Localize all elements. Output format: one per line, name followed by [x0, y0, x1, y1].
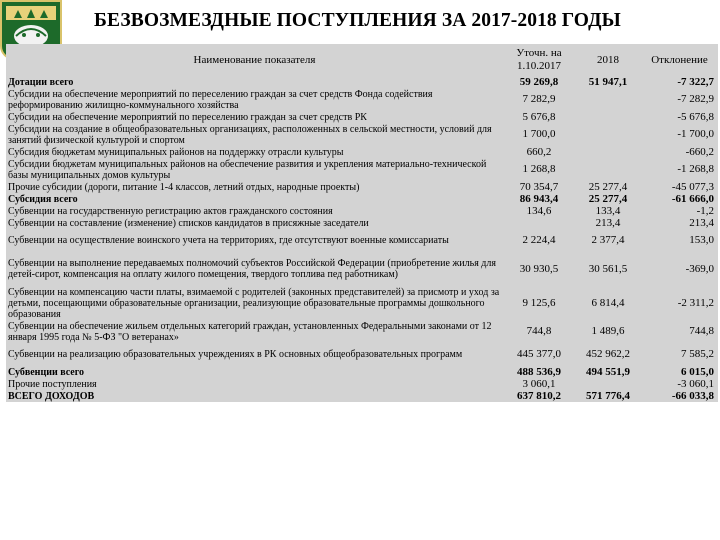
table-row: [6, 229, 718, 252]
row-diff-cell: -3 060,1: [677, 377, 714, 390]
row-name-cell: Субвенции на обеспечение жильем отдельных категорий граждан, установленных Федеральными законами от 12 января 1995 года № 5-ФЗ "О ветеранах»: [8, 320, 492, 343]
table-row: [6, 217, 718, 229]
row-plan-cell: 1 700,0: [522, 128, 556, 140]
table-row: [6, 205, 718, 217]
row-2018-cell: 2 377,4: [591, 234, 625, 246]
row-name-cell: Субсидии на создание в общеобразовательных организациях, расположенных в сельской местности, условий для занятий физической культурой и спортом: [8, 123, 492, 146]
row-plan-cell: 3 060,1: [522, 377, 556, 390]
row-2018-cell: 25 277,4: [588, 180, 628, 193]
row-2018-cell: [575, 158, 641, 181]
row-name-cell: Субвенции на государственную регистрацию актов гражданского состояния: [8, 205, 333, 217]
row-2018-cell: 133,4: [595, 204, 621, 217]
row-diff-cell: -2 311,2: [677, 296, 714, 309]
row-plan-cell: 7 282,9: [522, 93, 556, 105]
table-body: [6, 76, 718, 402]
table-row: [6, 123, 718, 146]
table-row: [6, 193, 718, 205]
row-2018-cell: 30 561,5: [588, 262, 628, 275]
row-2018-cell: 51 947,1: [588, 75, 628, 88]
row-name-cell: Прочие поступления: [8, 378, 97, 390]
row-plan-cell: 660,2: [526, 145, 552, 158]
slide-header: [0, 0, 720, 46]
row-name-cell: Субвенции всего: [8, 366, 85, 378]
table-row: [6, 76, 718, 88]
column-header-plan: Уточн. на 1.10.2017: [516, 47, 562, 72]
table-row: [6, 252, 718, 286]
row-plan-cell: 134,6: [526, 204, 552, 217]
row-plan-cell: 59 269,8: [519, 75, 559, 88]
row-2018-cell: [575, 88, 641, 111]
row-2018-cell: [575, 111, 641, 123]
row-plan-cell: 2 224,4: [522, 234, 556, 246]
row-diff-cell: -7 322,7: [677, 75, 714, 88]
row-diff-cell: -1 268,8: [677, 163, 714, 175]
row-diff-cell: 7 585,2: [681, 348, 714, 360]
row-diff-cell: -660,2: [685, 145, 714, 158]
row-diff-cell: -1 700,0: [677, 128, 714, 140]
row-2018-cell: [575, 146, 641, 158]
row-plan-cell: 445 377,0: [517, 348, 561, 360]
row-2018-cell: 494 551,9: [586, 365, 630, 378]
row-2018-cell: 1 489,6: [591, 325, 625, 337]
column-header-2018: 2018: [597, 53, 619, 66]
row-diff-cell: -66 033,8: [671, 389, 714, 402]
row-plan-cell: 70 354,7: [519, 180, 559, 193]
table-row: [6, 343, 718, 366]
row-name-cell: Субвенции на осуществление воинского учета на территориях, где отсутствуют военные комиссариаты: [8, 235, 449, 246]
row-2018-cell: 213,4: [595, 216, 621, 229]
row-plan-cell: 86 943,4: [519, 192, 559, 205]
row-name-cell: Субсидии на обеспечение мероприятий по переселению граждан за счет средств Фонда содействия реформированию жилищно-коммунального хозяйства: [8, 88, 433, 111]
table-row: [6, 88, 718, 111]
row-plan-cell: 637 810,2: [517, 389, 561, 402]
table-row: [6, 111, 718, 123]
row-2018-cell: 25 277,4: [588, 192, 628, 205]
row-name-cell: ВСЕГО ДОХОДОВ: [8, 390, 95, 402]
row-plan-cell: [503, 217, 575, 229]
row-diff-cell: -5 676,8: [677, 110, 714, 123]
row-plan-cell: 30 930,5: [519, 262, 559, 275]
row-name-cell: Субвенции на выполнение передаваемых полномочий субъектов Российской Федерации (приобретение жилья для детей-сирот, компенсация на оплату жилого помещения, твердого топлива пед работникам): [8, 258, 496, 280]
row-plan-cell: 744,8: [526, 325, 552, 337]
row-2018-cell: [575, 123, 641, 146]
row-name-cell: Субсидия всего: [8, 193, 78, 205]
row-2018-cell: 452 962,2: [586, 348, 630, 360]
row-2018-cell: 6 814,4: [591, 296, 625, 309]
row-name-cell: Субвенции на составление (изменение) списков кандидатов в присяжные заседатели: [8, 217, 369, 229]
table-row: [6, 378, 718, 390]
row-plan-cell: 488 536,9: [517, 365, 561, 378]
row-diff-cell: 6 015,0: [681, 365, 714, 378]
table-row: [6, 181, 718, 193]
row-name-cell: Субвенции на реализацию образовательных учреждениях в РК основных общеобразовательных программ: [8, 349, 463, 360]
row-plan-cell: 5 676,8: [522, 110, 556, 123]
row-diff-cell: 213,4: [689, 216, 714, 229]
table-row: [6, 286, 718, 320]
row-name-cell: Субсидия бюджетам муниципальных районов на поддержку отрасли культуры: [8, 146, 344, 158]
row-diff-cell: -369,0: [685, 262, 714, 275]
table-row: [6, 158, 718, 181]
revenue-table: [6, 44, 718, 402]
row-plan-cell: 9 125,6: [522, 296, 556, 309]
table-row: [6, 146, 718, 158]
row-diff-cell: -61 666,0: [671, 192, 714, 205]
table-row: [6, 390, 718, 402]
row-name-cell: Субсидии бюджетам муниципальных районов на обеспечение развития и укрепления материально-технической базы муниципальных домов культуры: [8, 158, 487, 181]
column-header-name: Наименование показателя: [193, 53, 316, 66]
page-title: БЕЗВОЗМЕЗДНЫЕ ПОСТУПЛЕНИЯ ЗА 2017-2018 ГОДЫ: [94, 10, 621, 31]
table-row: [6, 320, 718, 343]
row-plan-cell: 1 268,8: [522, 163, 556, 175]
row-diff-cell: -45 077,3: [671, 180, 714, 193]
row-diff-cell: -7 282,9: [677, 93, 714, 105]
row-diff-cell: 153,0: [689, 234, 714, 246]
row-name-cell: Субсидии на обеспечение мероприятий по переселению граждан за счет средств РК: [8, 111, 367, 123]
table-header-row: [6, 44, 718, 76]
row-2018-cell: 571 776,4: [586, 389, 630, 402]
row-diff-cell: -1,2: [696, 204, 714, 217]
column-header-diff: Отклонение: [651, 53, 708, 66]
row-name-cell: Дотации всего: [8, 76, 74, 88]
table-row: [6, 366, 718, 378]
row-2018-cell: [575, 378, 641, 390]
row-diff-cell: 744,8: [689, 325, 714, 337]
row-name-cell: Прочие субсидии (дороги, питание 1-4 классов, летний отдых, народные проекты): [8, 181, 360, 193]
row-name-cell: Субвенции на компенсацию части платы, взимаемой с родителей (законных представителей) за присмотр и уход за детьми, посещающими образовательные организации, реализующие образовательные программы дошкольного образования: [8, 286, 500, 320]
